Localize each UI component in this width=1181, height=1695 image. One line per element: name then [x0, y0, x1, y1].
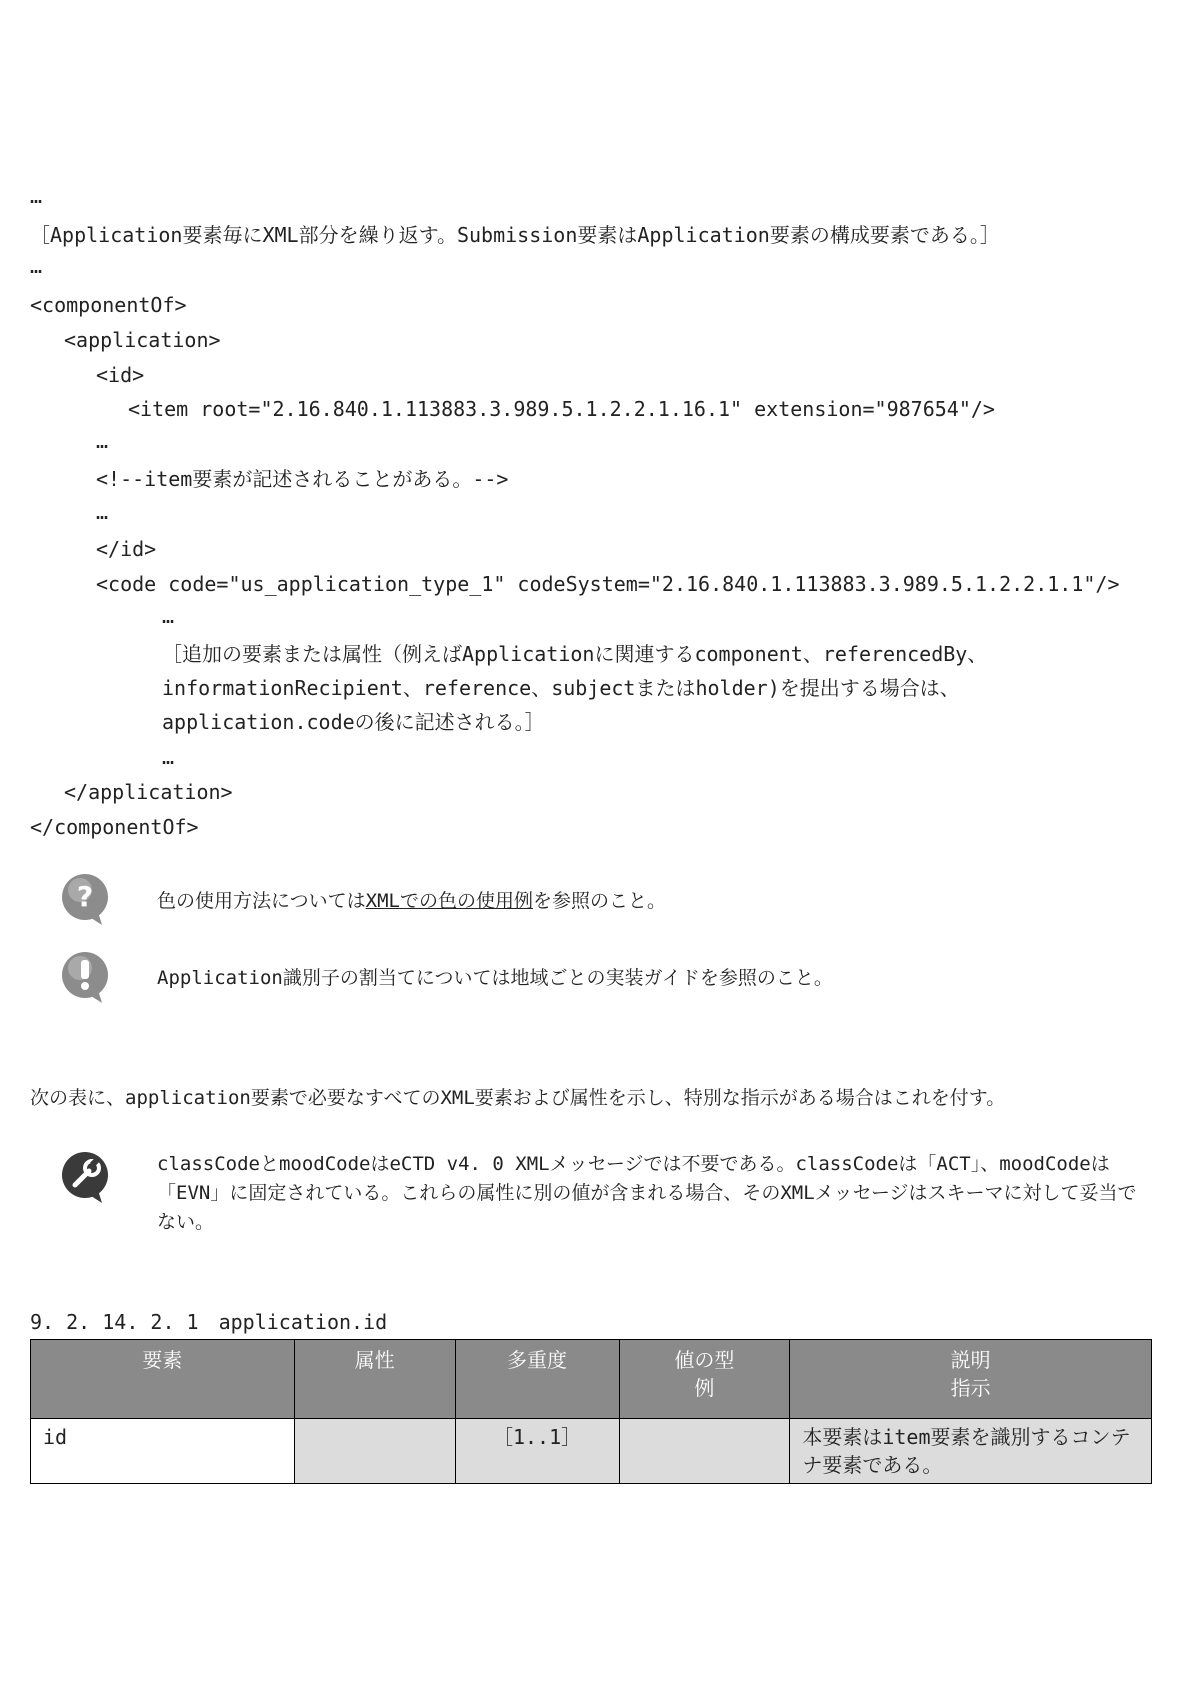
item-comment: <!--item要素が記述されることがある。--> — [96, 467, 509, 491]
wrench-icon — [58, 1150, 112, 1204]
header-element: 要素 — [31, 1340, 295, 1419]
color-usage-example-link[interactable]: XMLでの色の使用例 — [365, 890, 533, 912]
cell-element: id — [31, 1419, 295, 1484]
cell-value — [619, 1419, 790, 1484]
header-value — [619, 1340, 790, 1419]
additional-elements-note: ［追加の要素または属性（例えばApplicationに関連するcomponent、referencedBy、informationRecipient、reference、subjectまたはholder)を提出する場合は、application.codeの後に記述される。］ — [162, 642, 988, 734]
color-note-prefix: 色の使用方法については — [157, 890, 366, 912]
color-usage-note — [157, 887, 666, 916]
id-close-tag: </id> — [96, 537, 157, 561]
componentof-close-tag: </componentOf> — [30, 815, 199, 839]
cell-description: 本要素はitem要素を識別するコンテナ要素である。 — [790, 1419, 1152, 1484]
cell-attribute — [294, 1419, 455, 1484]
id-open-tag: <id> — [96, 363, 145, 387]
application-id-table — [30, 1339, 1152, 1484]
header-instruction-label: 指示 — [950, 1376, 991, 1400]
code-ellipsis: … — [96, 429, 109, 453]
code-ellipsis: … — [30, 184, 43, 208]
item-tag: <item root="2.16.840.1.113883.3.989.5.1.2.2.1.16.1" extension="987654"/> — [128, 397, 995, 421]
code-ellipsis: … — [162, 604, 175, 628]
table-header-row — [31, 1340, 1152, 1419]
table-intro: 次の表に、application要素で必要なすべてのXML要素および属性を示し、特別な指示がある場合はこれを付す。 — [30, 1087, 1006, 1109]
cell-cardinality: ［1..1］ — [455, 1419, 619, 1484]
header-attribute: 属性 — [294, 1340, 455, 1419]
code-tag: <code code="us_application_type_1" codeSystem="2.16.840.1.113883.3.989.5.1.2.2.1.1"/> — [96, 572, 1120, 596]
code-ellipsis: … — [30, 254, 43, 278]
table-row — [31, 1419, 1152, 1484]
repeat-note: ［Application要素毎にXML部分を繰り返す。Submission要素はApplication要素の構成要素である。］ — [30, 223, 1000, 247]
exclamation-icon — [58, 950, 112, 1004]
svg-text:?: ? — [76, 880, 94, 913]
header-value-type: 値の型 — [674, 1348, 735, 1372]
section-title: 9. 2. 14. 2. 1 application.id — [30, 1310, 388, 1334]
componentof-open-tag: <componentOf> — [30, 293, 187, 317]
code-ellipsis: … — [162, 745, 175, 769]
header-cardinality: 多重度 — [455, 1340, 619, 1419]
color-note-suffix: を参照のこと。 — [532, 890, 666, 912]
question-icon — [58, 872, 112, 926]
code-ellipsis: … — [96, 500, 109, 524]
application-id-note: Application識別子の割当てについては地域ごとの実装ガイドを参照のこと。 — [157, 967, 833, 989]
header-description-label: 説明 — [950, 1348, 991, 1372]
application-open-tag: <application> — [64, 328, 221, 352]
classcode-note: classCodeとmoodCodeはeCTD v4. 0 XMLメッセージでは不要である。classCodeは「ACT」、moodCodeは「EVN」に固定されている。これらの属性に別の値が含まれる場合、そのXMLメッセージはスキーマに対して妥当でない。 — [157, 1153, 1137, 1233]
application-close-tag: </application> — [64, 780, 233, 804]
header-description — [790, 1340, 1152, 1419]
header-value-example: 例 — [694, 1376, 715, 1400]
